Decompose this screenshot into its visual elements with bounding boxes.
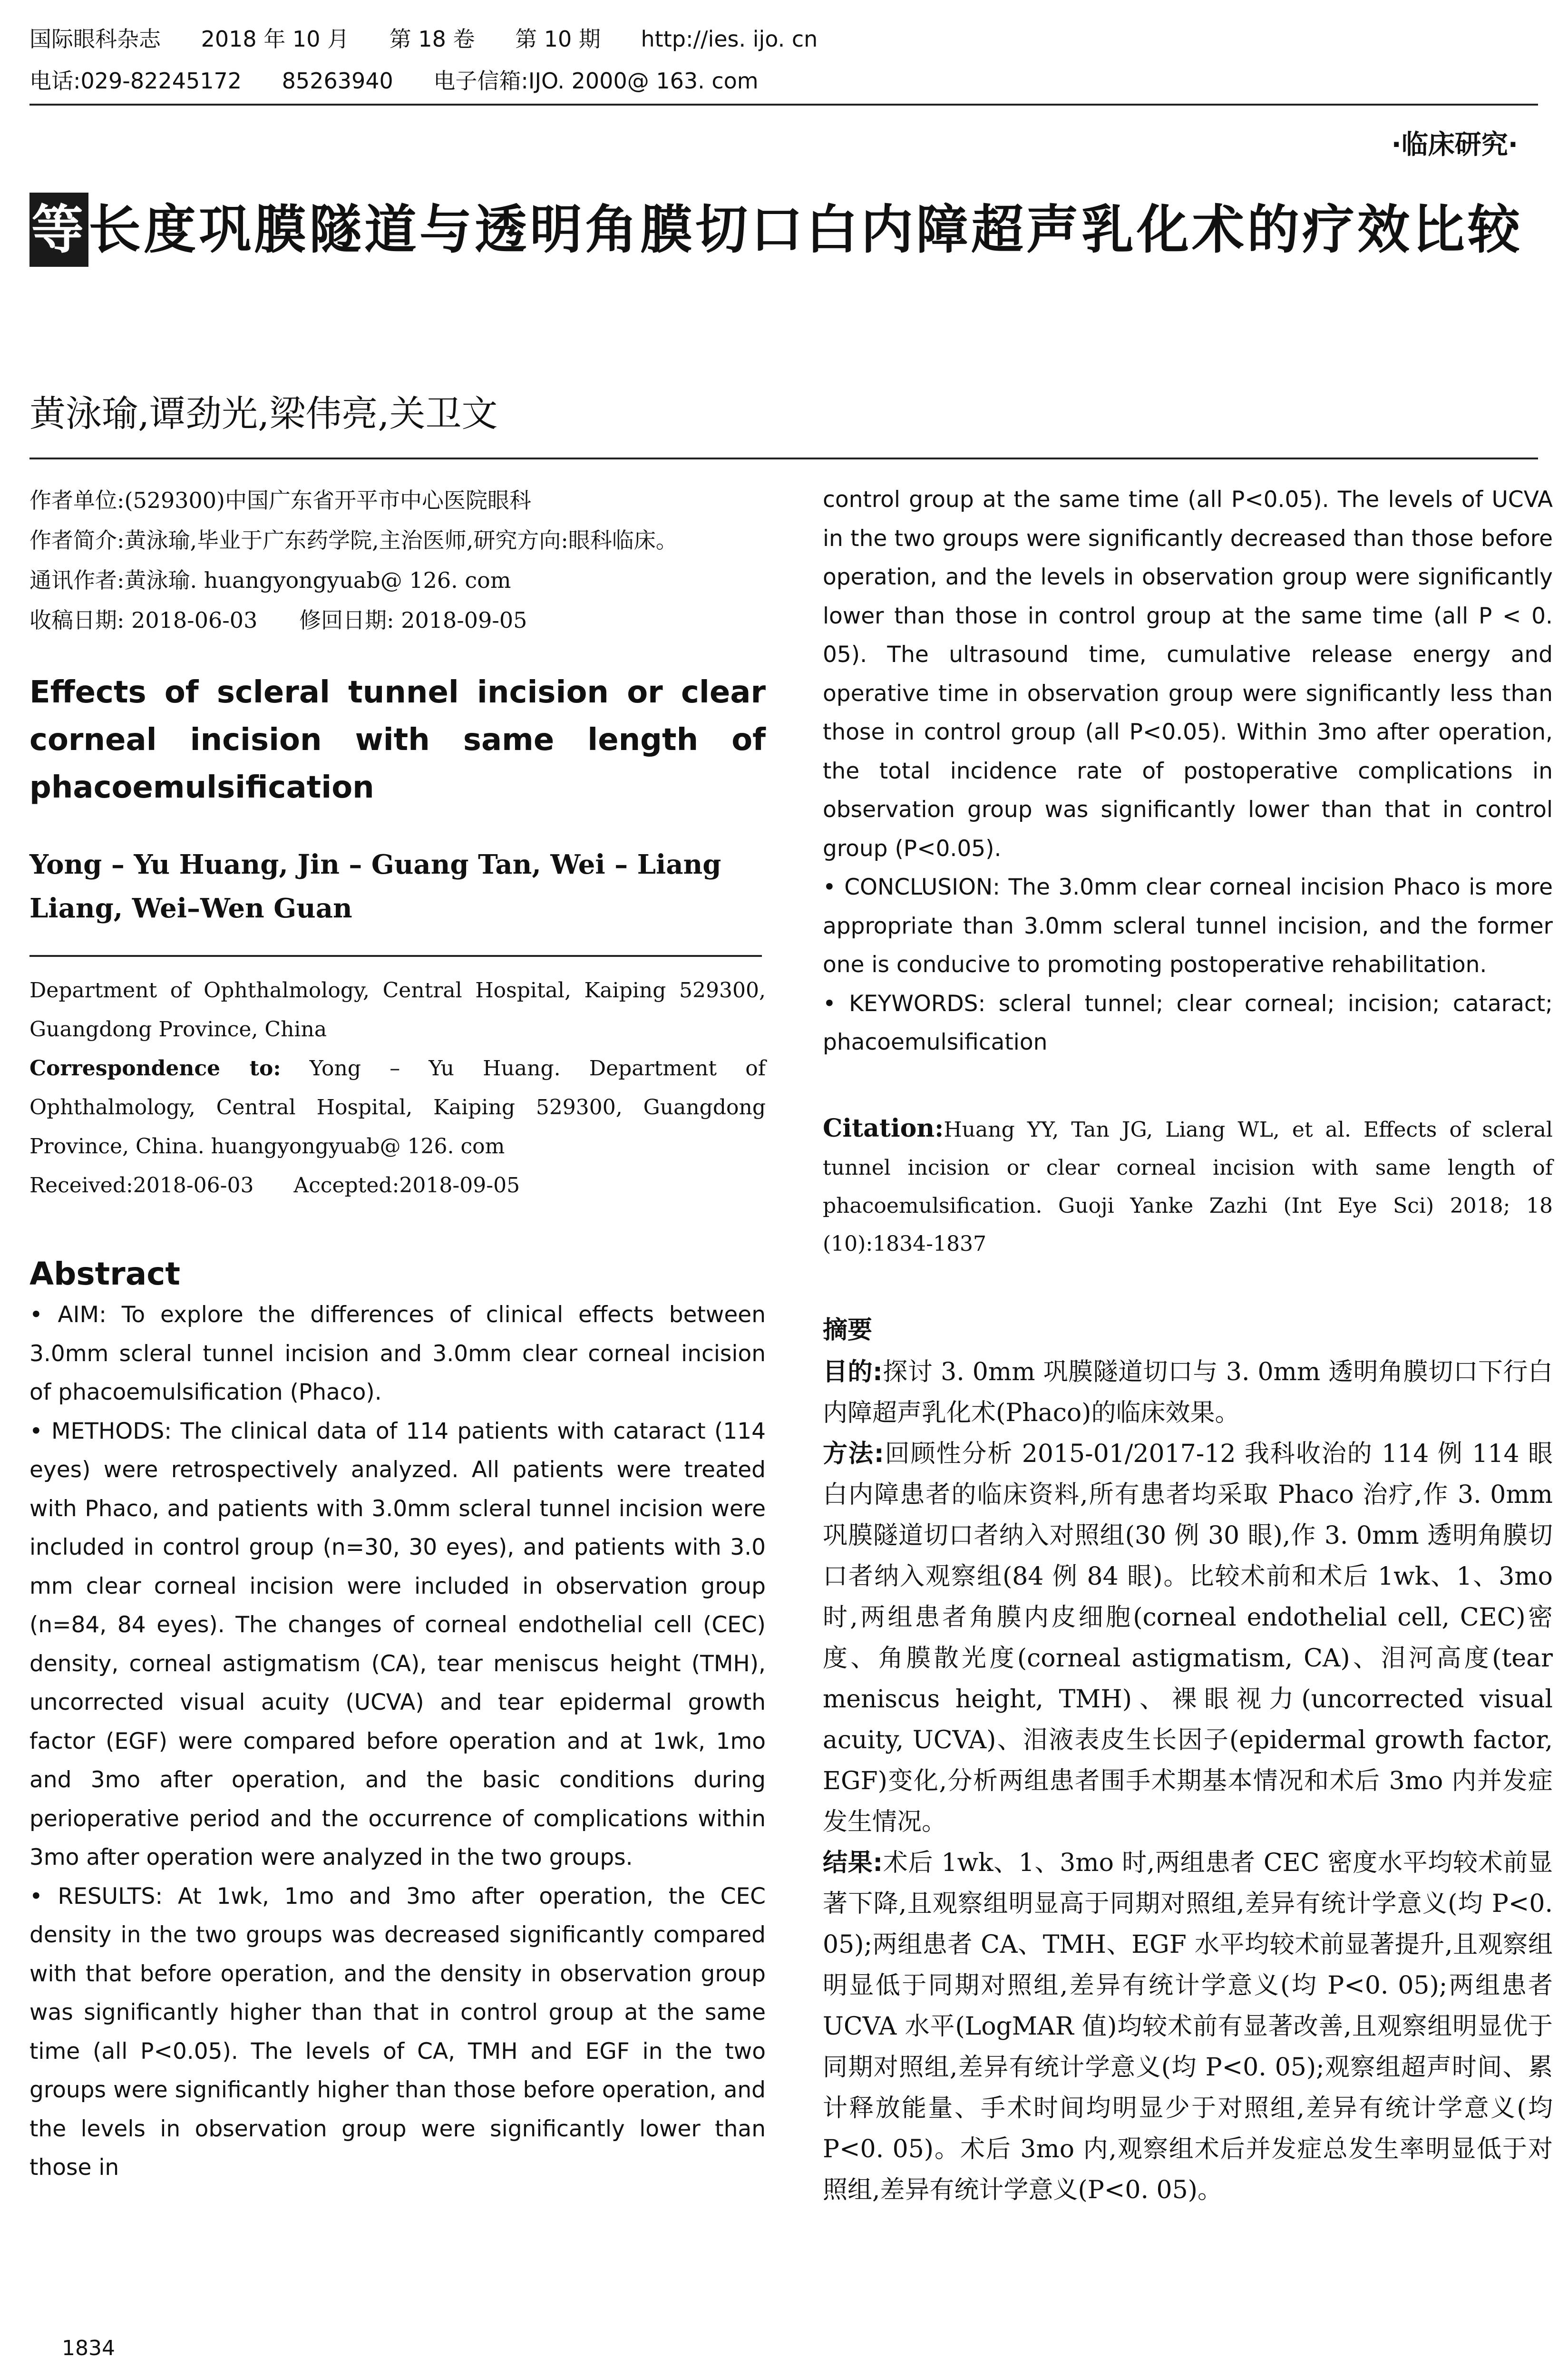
journal-email[interactable]: 电子信箱:IJO. 2000@ 163. com xyxy=(433,68,759,94)
authors-rule xyxy=(29,458,1538,459)
en-title: Effects of scleral tunnel incision or clear corneal incision with same length of phacoemulsification xyxy=(29,675,766,805)
en-authors-rule xyxy=(29,955,762,957)
right-column xyxy=(823,480,1553,2211)
abstract-heading: Abstract xyxy=(29,1256,180,1292)
abstract-aim: • AIM: To explore the differences of clinical effects between 3.0mm scleral tunnel incision and 3.0mm clear corneal incision of phacoemulsification (Phaco). xyxy=(29,1302,766,1405)
issue-number: 第 10 期 xyxy=(515,26,601,52)
journal-name: 国际眼科杂志 xyxy=(29,26,161,52)
en-correspondence xyxy=(29,1049,766,1166)
en-meta-block xyxy=(29,971,766,1205)
title-text: 长度巩膜隧道与透明角膜切口白内障超声乳化术的疗效比较 xyxy=(88,199,1523,260)
cn-dates: 收稿日期: 2018-06-03 修回日期: 2018-09-05 xyxy=(29,607,527,633)
abstract-keywords: • KEYWORDS: scleral tunnel; clear corneal; incision; cataract; phacoemulsification xyxy=(823,990,1553,1055)
cn-affiliation: 作者单位:(529300)中国广东省开平市中心医院眼科 xyxy=(29,487,531,513)
citation xyxy=(823,1110,1553,1263)
journal-website[interactable]: http://ies. ijo. cn xyxy=(641,26,818,52)
header-rule xyxy=(29,104,1538,106)
issue-volume: 第 18 卷 xyxy=(389,26,475,52)
cn-aim-text: 探讨 3. 0mm 巩膜隧道切口与 3. 0mm 透明角膜切口下行白内障超声乳化术(Phaco)的临床效果。 xyxy=(823,1357,1553,1427)
left-column xyxy=(29,480,766,2187)
cn-meta-block xyxy=(29,480,766,640)
abstract-results-part1: • RESULTS: At 1wk, 1mo and 3mo after operation, the CEC density in the two groups was decreased significantly compared with that before operation, and the density in observation group was significantly higher than that in control group at the same time (all P<0.05). The levels of CA, TMH and EGF in the two groups were significantly higher than those before operation, and the levels in observation group were significantly lower than those in xyxy=(29,1883,766,2181)
cn-abstract-heading: 摘要 xyxy=(823,1315,873,1344)
cn-aim-label: 目的: xyxy=(823,1357,883,1386)
citation-label: Citation: xyxy=(823,1113,944,1143)
issue-year: 2018 年 10 月 xyxy=(201,26,350,52)
journal-phone-2: 85263940 xyxy=(282,68,393,94)
cn-corresponding: 通讯作者:黄泳瑜. huangyongyuab@ 126. com xyxy=(29,567,511,593)
cn-abstract-aim xyxy=(823,1352,1553,1433)
en-received: Received:2018-06-03 Accepted:2018-09-05 xyxy=(29,1173,520,1198)
cn-methods-text: 回顾性分析 2015-01/2017-12 我科收治的 114 例 114 眼白内障患者的临床资料,所有患者均采取 Phaco 治疗,作 3. 0mm 巩膜隧道切口者纳入对照组(30 例 30 眼),作 3. 0mm 透明角膜切口者纳入观察组(84 例 84 眼)。比较术前和术后 1wk、1、3mo 时,两组患者角膜内皮细胞(corneal endothelial cell, CEC)密度、角膜散光度(corneal astigmatism, CA)、泪河高度(tear meniscus height, TMH)、裸眼视力(uncorrected visual acuity, UCVA)、泪液表皮生长因子(epidermal growth factor, EGF)变化,分析两组患者围手术期基本情况和术后 3mo 内并发症发生情况。 xyxy=(823,1439,1553,1836)
cn-results-label: 结果: xyxy=(823,1848,883,1877)
journal-header xyxy=(29,18,851,102)
abstract-conclusion: • CONCLUSION: The 3.0mm clear corneal incision Phaco is more appropriate than 3.0mm scleral tunnel incision, and the former one is conducive to promoting postoperative rehabilitation. xyxy=(823,874,1553,978)
cn-author-bio: 作者简介:黄泳瑜,毕业于广东药学院,主治医师,研究方向:眼科临床。 xyxy=(29,527,678,553)
cn-results-text: 术后 1wk、1、3mo 时,两组患者 CEC 密度水平均较术前显著下降,且观察组明显高于同期对照组,差异有统计学意义(均 P<0. 05);两组患者 CA、TMH、EGF 水平均较术前显著提升,且观察组明显低于同期对照组,差异有统计学意义(均 P<0. 05);两组患者 UCVA 水平(LogMAR 值)均较术前有显著改善,且观察组明显优于同期对照组,差异有统计学意义(均 P<0. 05);观察组超声时间、累计释放能量、手术时间均明显少于对照组,差异有统计学意义(均 P<0. 05)。术后 3mo 内,观察组术后并发症总发生率明显低于对照组,差异有统计学意义(P<0. 05)。 xyxy=(823,1848,1553,2204)
journal-phone: 电话:029-82245172 xyxy=(29,68,242,94)
en-authors: Yong – Yu Huang, Jin – Guang Tan, Wei – Liang Liang, Wei–Wen Guan xyxy=(29,849,721,924)
section-tag: ·临床研究· xyxy=(1391,129,1518,160)
cn-abstract-methods xyxy=(823,1433,1553,1842)
cn-abstract-results xyxy=(823,1842,1553,2211)
cn-authors: 黄泳瑜,谭劲光,梁伟亮,关卫文 xyxy=(29,392,498,435)
article-title xyxy=(29,193,1542,267)
citation-text: Huang YY, Tan JG, Liang WL, et al. Effects of scleral tunnel incision or clear corneal incision with same length of phacoemulsification. Guoji Yanke Zazhi (Int Eye Sci) 2018; 18 (10):1834-1837 xyxy=(823,1117,1553,1256)
en-department: Department of Ophthalmology, Central Hospital, Kaiping 529300, Guangdong Province, China xyxy=(29,978,766,1042)
abstract-results-part2: control group at the same time (all P<0.05). The levels of UCVA in the two groups were significantly decreased than those before operation, and the levels in observation group were significantly lower than those in control group at the same time (all P < 0. 05). The ultrasound time, cumulative release energy and operative time in observation group were significantly less than those in control group (all P<0.05). Within 3mo after operation, the total incidence rate of postoperative complications in observation group was significantly lower than that in control group (P<0.05). xyxy=(823,487,1553,862)
title-marked-char: 等 xyxy=(29,193,88,267)
correspondence-text: Yong – Yu Huang. Department of Ophthalmology, Central Hospital, Kaiping 529300, Guangdong Province, China. huangyongyuab@ 126. com xyxy=(29,1056,766,1159)
abstract-methods: • METHODS: The clinical data of 114 patients with cataract (114 eyes) were retrospectively analyzed. All patients were treated with Phaco, and patients with 3.0mm scleral tunnel incision were included in control group (n=30, 30 eyes), and patients with 3.0 mm clear corneal incision were included in observation group (n=84, 84 eyes). The changes of corneal endothelial cell (CEC) density, corneal astigmatism (CA), tear meniscus height (TMH), uncorrected visual acuity (UCVA) and tear epidermal growth factor (EGF) were compared before operation and at 1wk, 1mo and 3mo after operation, and the basic conditions during perioperative period and the occurrence of complications within 3mo after operation were analyzed in the two groups. xyxy=(29,1418,766,1870)
cn-methods-label: 方法: xyxy=(823,1439,884,1468)
page-number: 1834 xyxy=(62,2336,115,2360)
correspondence-label: Correspondence to: xyxy=(29,1056,281,1081)
